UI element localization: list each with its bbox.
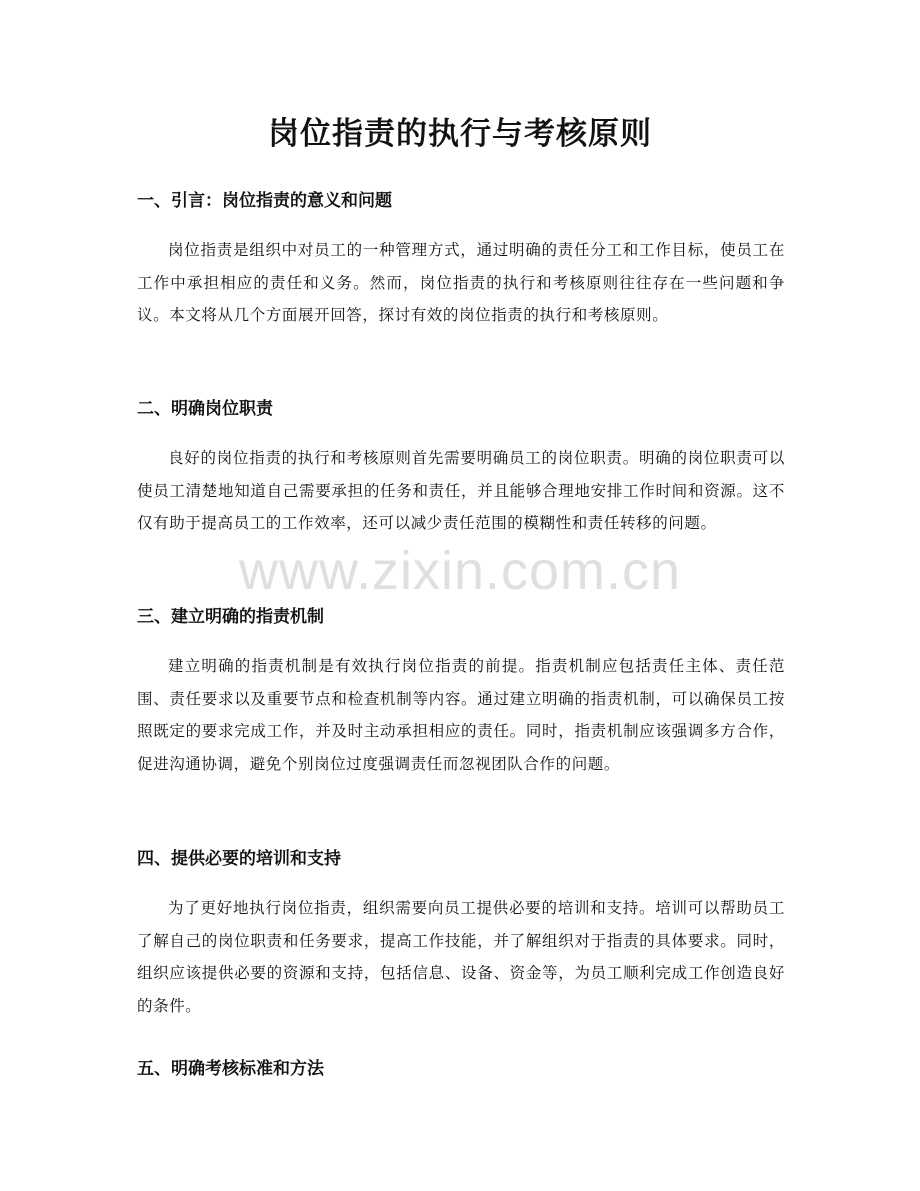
section-introduction: [137, 188, 785, 332]
section-paragraph: 良好的岗位指责的执行和考核原则首先需要明确员工的岗位职责。明确的岗位职责可以使员工清楚地知道自己需要承担的任务和责任，并且能够合理地安排工作时间和资源。这不仅有助于提高员工的工作效率，还可以减少责任范围的模糊性和责任转移的问题。: [137, 449, 785, 532]
section-assessment-standards: [137, 1056, 785, 1082]
section-paragraph: 为了更好地执行岗位指责，组织需要向员工提供必要的培训和支持。培训可以帮助员工了解自己的岗位职责和任务要求，提高工作技能，并了解组织对于指责的具体要求。同时，组织应该提供必要的资源和支持，包括信息、设备、资金等，为员工顺利完成工作创造良好的条件。: [137, 899, 785, 1015]
document-title: 岗位指责的执行与考核原则: [268, 116, 652, 152]
section-clear-duties: [137, 396, 785, 540]
section-paragraph: 岗位指责是组织中对员工的一种管理方式，通过明确的责任分工和工作目标，使员工在工作中承担相应的责任和义务。然而，岗位指责的执行和考核原则往往存在一些问题和争议。本文将从几个方面展开回答，探讨有效的岗位指责的执行和考核原则。: [137, 241, 785, 324]
section-heading: 四、提供必要的培训和支持: [137, 849, 341, 869]
section-heading: 五、明确考核标准和方法: [137, 1059, 324, 1079]
section-heading: 二、明确岗位职责: [137, 399, 273, 419]
section-responsibility-mechanism: [137, 604, 785, 780]
watermark-text: www.zixin.com.cn: [238, 541, 682, 601]
section-heading: 一、引言：岗位指责的意义和问题: [137, 191, 392, 211]
section-paragraph: 建立明确的指责机制是有效执行岗位指责的前提。指责机制应包括责任主体、责任范围、责任要求以及重要节点和检查机制等内容。通过建立明确的指责机制，可以确保员工按照既定的要求完成工作，并及时主动承担相应的责任。同时，指责机制应该强调多方合作，促进沟通协调，避免个别岗位过度强调责任而忽视团队合作的问题。: [137, 657, 785, 773]
section-training-support: [137, 846, 785, 1022]
section-heading: 三、建立明确的指责机制: [137, 607, 324, 627]
